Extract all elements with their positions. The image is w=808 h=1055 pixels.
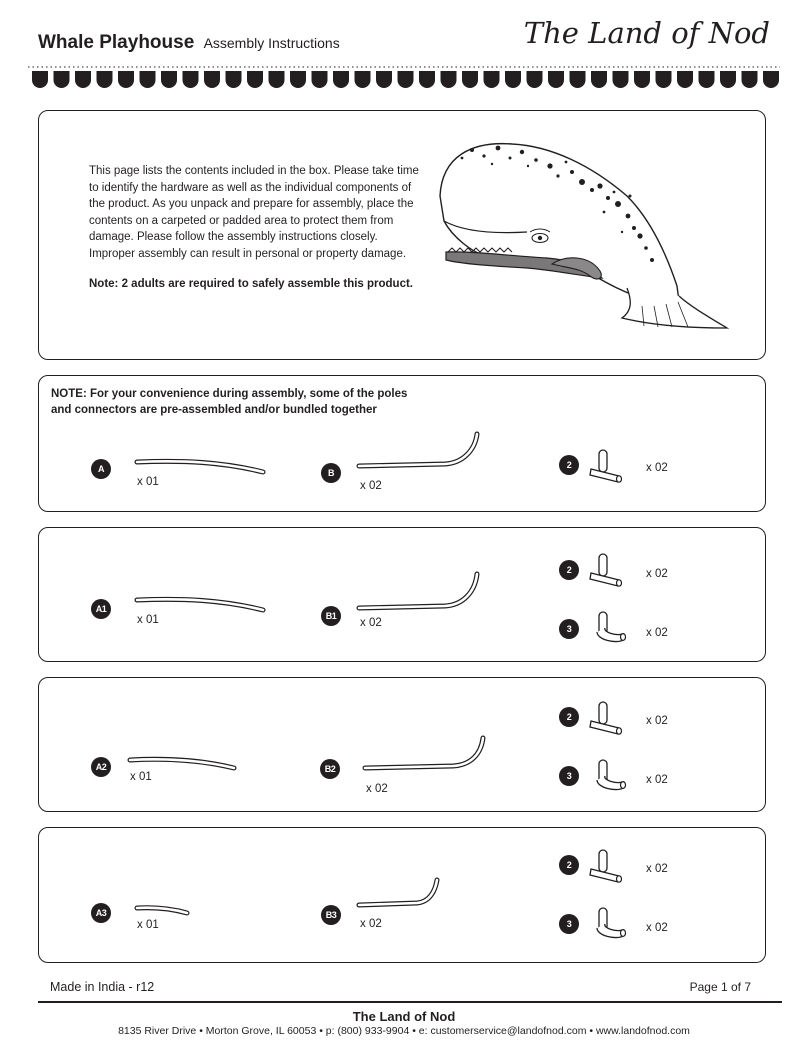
product-name: Whale Playhouse [38,32,195,53]
qty-connector-2: x 02 [646,568,668,580]
scallop [699,71,715,88]
qty-connector-3: x 02 [646,627,668,639]
qty-connector-2: x 02 [646,863,668,875]
scallop [677,71,693,88]
bent-pole-b3 [355,876,450,912]
part-badge-a: A [91,459,111,479]
scallop [97,71,113,88]
scallop [376,71,392,88]
scallop [613,71,629,88]
connector-badge-3: 3 [559,766,579,786]
connector-badge-2: 2 [559,560,579,580]
t-connector-2 [588,552,628,588]
scallop [355,71,371,88]
scallop [54,71,70,88]
scallop [441,71,457,88]
scallop [333,71,349,88]
connector-badge-3: 3 [559,914,579,934]
scallop [591,71,607,88]
part-badge-b1: B1 [321,606,341,626]
scallop [548,71,564,88]
document-title [38,32,340,54]
connector-badge-2: 2 [559,855,579,875]
brand-logo: The Land of Nod [523,16,770,50]
part-badge-a2: A2 [91,757,111,777]
scallop [183,71,199,88]
scallop [226,71,242,88]
qty-connector-2: x 02 [646,462,668,474]
scallop [634,71,650,88]
t-connector-2 [588,700,628,736]
elbow-connector-3 [593,906,629,942]
qty-a1: x 01 [137,614,159,626]
scallop [118,71,134,88]
t-connector-2 [588,848,628,884]
scallop [75,71,91,88]
connector-badge-2: 2 [559,707,579,727]
t-connector-2 [588,448,628,484]
scallop [742,71,758,88]
made-in-label: Made in India - r12 [50,980,155,994]
straight-pole-a [133,452,273,478]
part-badge-b3: B3 [321,905,341,925]
bent-pole-b1 [355,570,485,615]
straight-pole-a1 [133,590,273,616]
adults-note: Note: 2 adults are required to safely assemble this product. [89,278,414,290]
scallop [484,71,500,88]
scallop [140,71,156,88]
scallop [720,71,736,88]
scallop [312,71,328,88]
bent-pole-b [355,430,485,475]
part-badge-a3: A3 [91,903,111,923]
connector-badge-2: 2 [559,455,579,475]
intro-body: This page lists the contents included in the box. Please take time to identify the hardware as well as the individual components of the product. As you unpack and prepare for assembly, place the contents on a carpeted or padded area to protect them from damage. Please follow the assembly instructions closely. Improper assembly can result in personal or property damage. [89,165,419,260]
scallop-border [28,66,780,96]
scallop [269,71,285,88]
qty-connector-3: x 02 [646,774,668,786]
scallop [161,71,177,88]
part-badge-b: B [321,463,341,483]
qty-connector-2: x 02 [646,715,668,727]
scallop [204,71,220,88]
convenience-note: NOTE: For your convenience during assembly, some of the poles and connectors are pre-assembled and/or bundled together [51,388,408,416]
part-badge-b2: B2 [320,759,340,779]
part-badge-a1: A1 [91,599,111,619]
qty-a2: x 01 [130,771,152,783]
whale-illustration [432,136,732,336]
scallop [570,71,586,88]
qty-a: x 01 [137,476,159,488]
connector-badge-3: 3 [559,619,579,639]
qty-b: x 02 [360,480,382,492]
elbow-connector-3 [593,610,629,646]
footer-address: 8135 River Drive • Morton Grove, IL 60053 • p: (800) 933-9904 • e: customerservice@landofnod.com • www.landofnod.com [118,1025,690,1037]
scallop [419,71,435,88]
scallop [32,71,48,88]
scallop [290,71,306,88]
elbow-connector-3 [593,758,629,794]
qty-b1: x 02 [360,617,382,629]
scallop [527,71,543,88]
qty-connector-3: x 02 [646,922,668,934]
straight-pole-a3 [133,902,195,920]
footer-company: The Land of Nod [352,1009,456,1024]
scallop [462,71,478,88]
intro-text [89,163,419,307]
bent-pole-b2 [361,734,491,776]
scallop [763,71,779,88]
scallop [505,71,521,88]
document-subtitle: Assembly Instructions [203,35,340,51]
scallop [398,71,414,88]
footer-divider [38,1001,782,1003]
qty-b2: x 02 [366,783,388,795]
scallop [247,71,263,88]
page-number: Page 1 of 7 [689,980,751,994]
qty-b3: x 02 [360,918,382,930]
scallop [656,71,672,88]
qty-a3: x 01 [137,919,159,931]
